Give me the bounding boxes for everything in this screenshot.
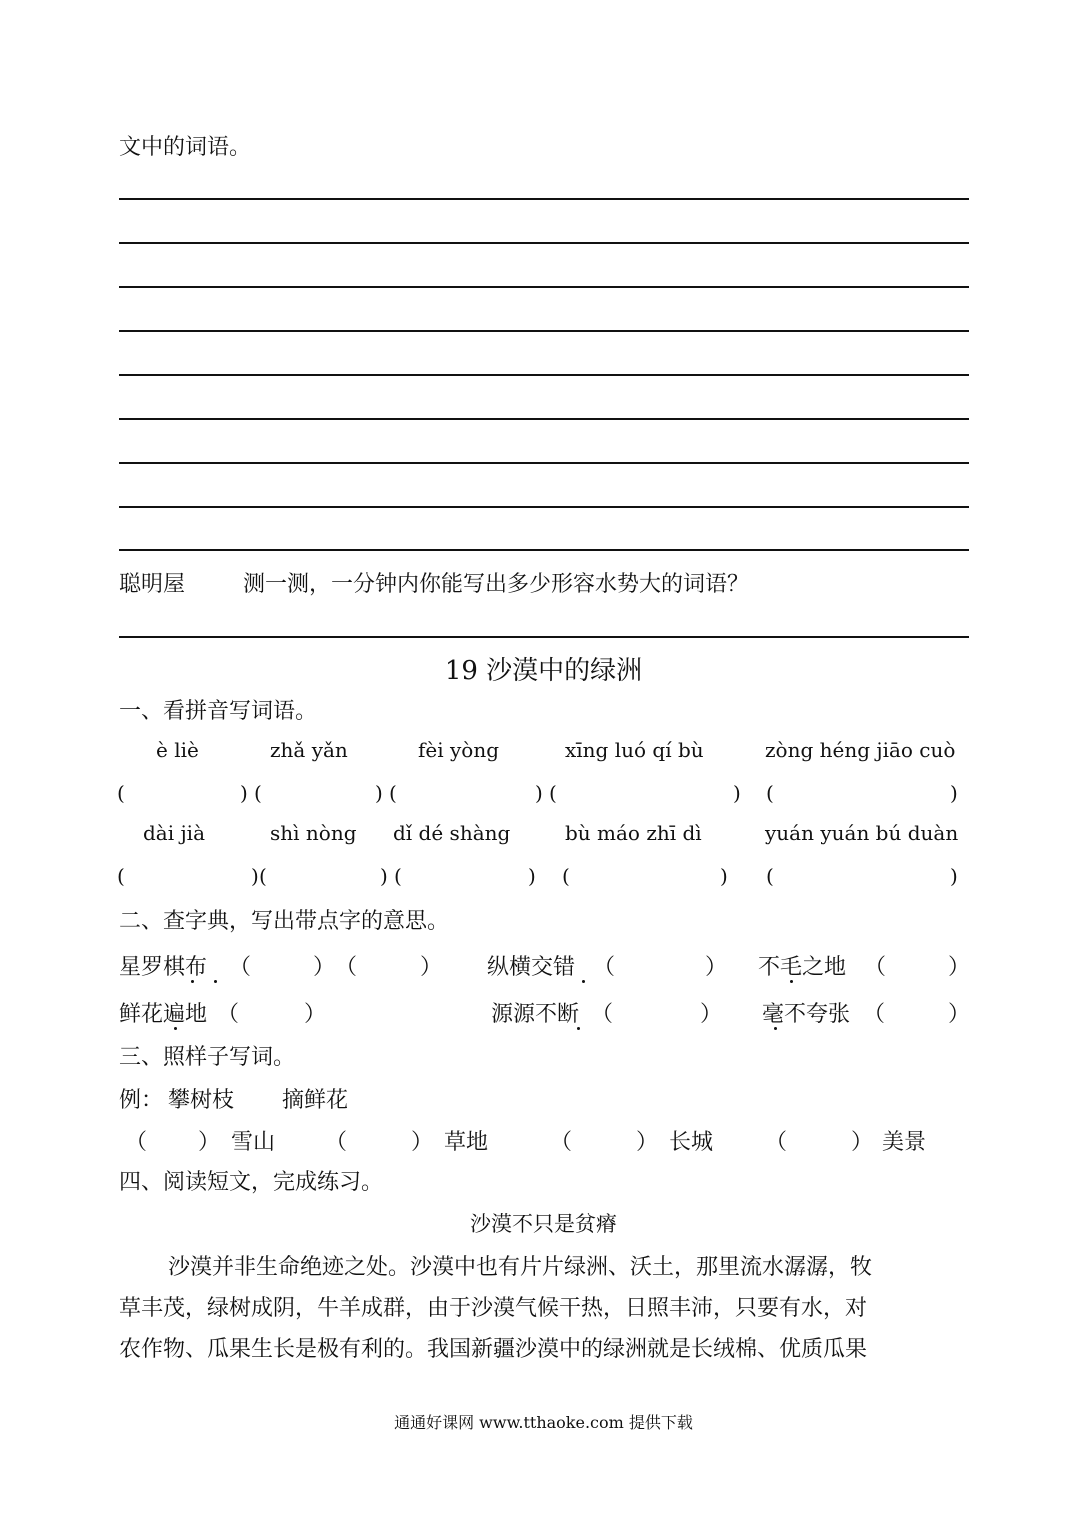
paren-open: ( [254,781,262,805]
emphasis-dot [790,980,793,983]
paren-open: （ [550,1130,573,1155]
writing-line [119,374,969,376]
smart-house-label: 聪明屋 [119,572,186,597]
paren-open: （ [593,955,616,980]
word-xianhuabiandi [119,997,207,1028]
section3-heading: 三、照样子写词。 [119,1045,296,1070]
emphasis-dot [774,1027,777,1030]
paren-close: ) [380,864,388,888]
paren-open: （ [765,1130,788,1155]
emphasis-dot [191,980,194,983]
example-word-2: 摘鲜花 [282,1088,349,1113]
paren-close: ） [636,1130,659,1155]
dotted-word: 星罗棋布 [119,950,207,981]
section4-heading: 四、阅读短文，完成练习。 [119,1170,384,1195]
fill-word-3: 长城 [669,1130,714,1155]
section2-heading: 二、查字典，写出带点字的意思。 [119,909,450,934]
pinyin-5: zòng héng jiāo cuò [765,738,956,762]
pinyin-4: xīng luó qí bù [565,738,704,762]
paren-open: （ [125,1130,148,1155]
paren-open: ( [259,864,267,888]
paren-close: ) [733,781,741,805]
paren-open: （ [863,1002,886,1027]
emphasis-dot [174,1027,177,1030]
paren-close: ） [948,955,971,980]
dotted-word: 鲜花遍地 [119,997,207,1028]
paren-close: ） [411,1130,434,1155]
writing-line [119,462,969,464]
paren-open: （ [325,1130,348,1155]
paren-open: （ [229,955,252,980]
pinyin-6: dài jià [143,821,206,845]
paren-open: ( [766,864,774,888]
paren-open: （ [591,1002,614,1027]
writing-line [119,549,969,551]
paren-close: ) [251,864,259,888]
lesson-title: 19 沙漠中的绿洲 [444,656,643,686]
emphasis-dot [577,1027,580,1030]
paren-close: ) [240,781,248,805]
answer-line [119,636,969,638]
word-zonghengjiaocuo [487,950,575,981]
paren-close: ) [375,781,383,805]
dotted-word: 纵横交错 [487,950,575,981]
word-haobukuazhang [762,997,850,1028]
paren-close: ） [304,1002,327,1027]
paren-open: （ [217,1002,240,1027]
paren-open: ( [766,781,774,805]
example-label: 例： [119,1088,164,1113]
paren-close: ） [948,1002,971,1027]
paren-open: （ [335,955,358,980]
emphasis-dot [582,980,585,983]
passage-line-1: 沙漠并非生命绝迹之处。沙漠中也有片片绿洲、沃土，那里流水潺潺，牧 [168,1255,873,1280]
paren-close: ) [720,864,728,888]
paren-close: ) [950,864,958,888]
emphasis-dot [214,980,217,983]
pinyin-3: fèi yòng [418,738,500,762]
pinyin-9: bù máo zhī dì [565,821,702,845]
section1-heading: 一、看拼音写词语。 [119,699,318,724]
paren-close: ） [313,955,336,980]
smart-house-question: 测一测，一分钟内你能写出多少形容水势大的词语？ [243,572,750,597]
pinyin-2: zhǎ yǎn [270,738,348,762]
paren-close: ) [528,864,536,888]
fill-word-1: 雪山 [231,1130,276,1155]
paren-close: ） [705,955,728,980]
passage-line-3: 农作物、瓜果生长是极有利的。我国新疆沙漠中的绿洲就是长绒棉、优质瓜果 [119,1337,868,1362]
passage-line-2: 草丰茂，绿树成阴，牛羊成群，由于沙漠气候干热，日照丰沛，只要有水，对 [119,1296,868,1321]
top-text: 文中的词语。 [119,135,252,160]
dotted-word: 源源不断 [491,997,579,1028]
word-xingluoqibu [119,950,207,981]
dotted-word: 毫不夸张 [762,997,850,1028]
paren-close: ） [420,955,443,980]
dotted-word: 不毛之地 [758,950,846,981]
pinyin-8: dǐ dé shàng [393,821,511,845]
paren-close: ） [700,1002,723,1027]
writing-line [119,418,969,420]
footer-text: 通通好课网 www.tthaoke.com 提供下载 [394,1413,693,1432]
word-bumaozhidi [758,950,846,981]
writing-line [119,286,969,288]
paren-open: （ [864,955,887,980]
writing-line [119,198,969,200]
example-word-1: 攀树枝 [168,1088,235,1113]
paren-open: ( [562,864,570,888]
paren-open: ( [117,864,125,888]
paren-close: ） [198,1130,221,1155]
paren-open: ( [549,781,557,805]
fill-word-2: 草地 [444,1130,489,1155]
paren-open: ( [389,781,397,805]
paren-close: ) [535,781,543,805]
fill-word-4: 美景 [882,1130,927,1155]
passage-title: 沙漠不只是贫瘠 [470,1212,617,1236]
writing-line [119,330,969,332]
paren-close: ) [950,781,958,805]
writing-line [119,506,969,508]
word-yuanyuanbuduan [491,997,579,1028]
paren-open: ( [394,864,402,888]
pinyin-10: yuán yuán bú duàn [765,821,959,845]
writing-line [119,242,969,244]
pinyin-1: è liè [156,738,199,762]
paren-open: ( [117,781,125,805]
pinyin-7: shì nòng [270,821,357,845]
paren-close: ） [851,1130,874,1155]
